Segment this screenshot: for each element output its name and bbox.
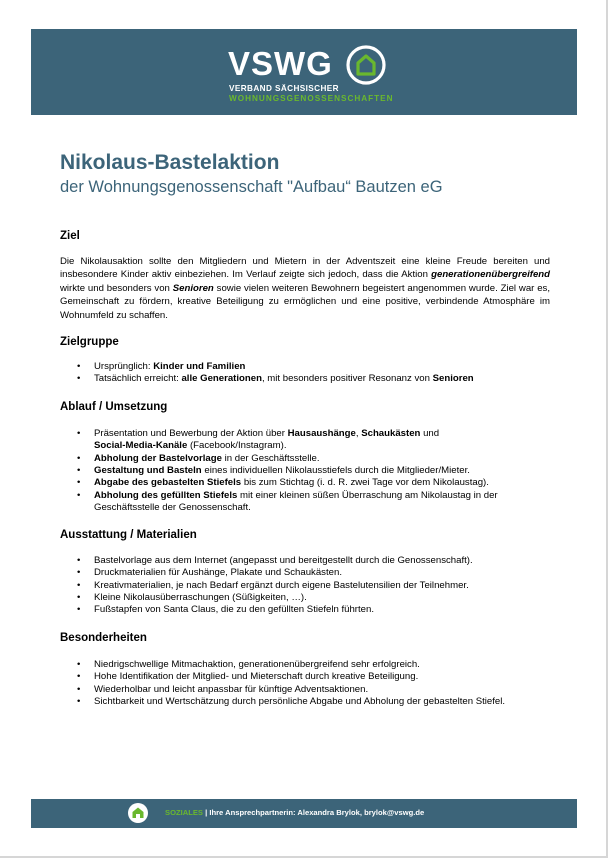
ausstattung-list [60,555,550,617]
logo-line-2: WOHNUNGSGENOSSENSCHAFTEN [229,94,394,103]
footer-text [165,808,424,818]
item-text: Tatsächlich erreicht: [94,373,182,385]
zielgruppe-list [60,361,550,386]
footer-category: SOZIALES [165,808,203,817]
item-bold: Schaukästen [361,427,421,439]
item-text: in der Geschäftsstelle. [221,452,320,464]
list-item [60,490,550,515]
page-subtitle: der Wohnungsgenossenschaft "Aufbau“ Bautzen eG [60,178,443,196]
list-item: • Sichtbarkeit und Wertschätzung durch persönliche Abgabe und Abholung der gebastelten Stiefel. [60,696,550,708]
list-item [60,465,550,477]
section-heading-ablauf: Ablauf / Umsetzung [60,400,168,413]
item-text: mit einer kleinen süßen Überraschung am Nikolaustag in der Geschäftsstelle der Genossenschaft. [94,489,498,514]
ablauf-list [60,428,550,515]
item-text: Präsentation und Bewerbung der Aktion über [94,427,288,439]
list-item: • Kreativmaterialien, je nach Bedarf ergänzt durch eigene Bastelutensilien der Teilnehmer. [60,580,550,592]
section-heading-ziel: Ziel [60,230,80,242]
item-bold: alle Generationen [181,373,262,385]
logo-line-1: VERBAND SÄCHSISCHER [229,84,339,93]
list-item [60,361,550,373]
item-bold: Abgabe des gebastelten Stiefels [94,477,242,489]
list-item: • Druckmaterialien für Aushänge, Plakate und Schaukästen. [60,567,550,579]
item-text: (Facebook/Instagram). [187,440,287,452]
item-bold: Hausaushänge [287,427,356,439]
page-title: Nikolaus-Bastelaktion [60,151,280,174]
house-logo-icon [346,45,386,85]
footer-banner [31,799,577,828]
list-item: • Fußstapfen von Santa Claus, die zu den gefüllten Stiefeln führten. [60,604,550,616]
ziel-text-3: sowie vielen weiteren Bewohnern begeistert angenommen wurde. Ziel war es, Gemeinschaft zu fördern, kreative Beteiligung zu ermöglichen und eine positive, verbindende Atmosphäre im Wohnumfeld zu schaffen. [60,282,550,321]
besonderheiten-list [60,659,550,709]
document-body [60,229,550,708]
list-item: • Bastelvorlage aus dem Internet (angepasst und bereitgestellt durch die Genossenschaft). [60,555,550,567]
item-bold: Social-Media-Kanäle [94,440,188,452]
vswg-logo [228,45,398,105]
item-text: , mit besonders positiver Resonanz von [261,373,433,385]
section-heading-ausstattung: Ausstattung / Materialien [60,528,197,541]
item-text: eines individuellen Nikolausstiefels durch die Mitglieder/Mieter. [201,465,470,477]
list-item [60,428,550,453]
footer-contact[interactable]: Ihre Ansprechpartnerin: Alexandra Brylok, brylok@vswg.de [209,808,425,817]
ziel-text-1: Die Nikolausaktion sollte den Mitgliedern und Mietern in der Adventszeit eine kleine Freude bereiten und insbesondere Kinder aktiv einbeziehen. Im Verlauf zeigte sich jedoch, dass die Aktion [60,256,550,281]
list-item: • Niedrigschwellige Mitmachaktion, generationenübergreifend sehr erfolgreich. [60,659,550,671]
list-item: • Kleine Nikolausüberraschungen (Süßigkeiten, …). [60,592,550,604]
item-bold: Senioren [432,373,474,385]
section-heading-zielgruppe: Zielgruppe [60,336,119,349]
list-item: • Wiederholbar und leicht anpassbar für künftige Adventsaktionen. [60,684,550,696]
section-heading-besonderheiten: Besonderheiten [60,631,147,644]
item-bold: Abholung der Bastelvorlage [94,452,222,464]
list-item [60,477,550,489]
ziel-emphasis-1: generationenübergreifend [431,269,550,281]
item-bold: Kinder und Familien [153,361,246,373]
item-text: , [355,427,362,439]
ziel-text-2: wirkte und besonders von [60,282,173,294]
item-bold: Gestaltung und Basteln [94,465,202,477]
ziel-emphasis-2: Senioren [172,282,214,294]
footer-separator: | [202,808,210,817]
ziel-paragraph [60,255,550,322]
header-banner [31,29,577,115]
item-bold: Abholung des gefüllten Stiefels [94,489,238,501]
logo-wordmark: VSWG [228,45,333,82]
list-item [60,373,550,385]
item-text: und [420,427,440,439]
list-item [60,453,550,465]
house-leaf-icon [127,802,149,824]
list-item: • Hohe Identifikation der Mitglied- und Mieterschaft durch kreative Beteiligung. [60,671,550,683]
item-text: bis zum Stichtag (i. d. R. zwei Tage vor dem Nikolaustag). [241,477,489,489]
item-text: Ursprünglich: [94,361,154,373]
